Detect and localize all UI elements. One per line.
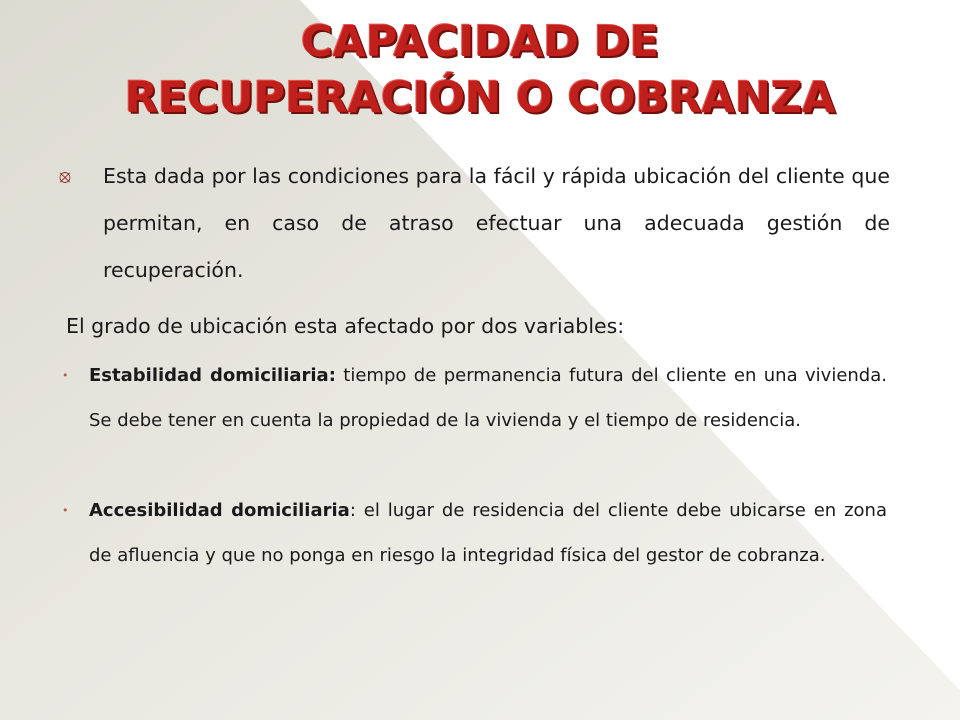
variable-description: tiempo de permanencia futura del cliente en una vivienda. Se debe tener en cuenta la propiedad de la vivienda y el tiempo de residencia. <box>89 365 887 431</box>
variable-item-stability <box>62 353 887 443</box>
variable-item-accessibility <box>62 488 887 578</box>
main-bullet-text: Esta dada por las condiciones para la fácil y rápida ubicación del cliente que permitan, en caso de atraso efectuar una adecuada gestión de recuperación. <box>103 164 890 282</box>
variable-description: : el lugar de residencia del cliente debe ubicarse en zona de afluencia y que no ponga en riesgo la integridad física del gestor de cobranza. <box>89 500 887 566</box>
circled-cross-bullet-icon: ⦻ <box>59 166 71 187</box>
bullet-dot-icon: • <box>62 504 69 517</box>
slide-title-line-2: RECUPERACIÓN O COBRANZA <box>124 73 836 123</box>
slide-title <box>0 14 960 126</box>
intro-text: El grado de ubicación esta afectado por dos variables: <box>66 314 625 338</box>
variable-term: Estabilidad domiciliaria: <box>89 365 336 386</box>
slide-title-line-1: CAPACIDAD DE <box>301 17 659 67</box>
main-bullet-paragraph <box>59 153 890 294</box>
bullet-dot-icon: • <box>62 369 69 382</box>
variable-term: Accesibilidad domiciliaria <box>89 500 350 521</box>
